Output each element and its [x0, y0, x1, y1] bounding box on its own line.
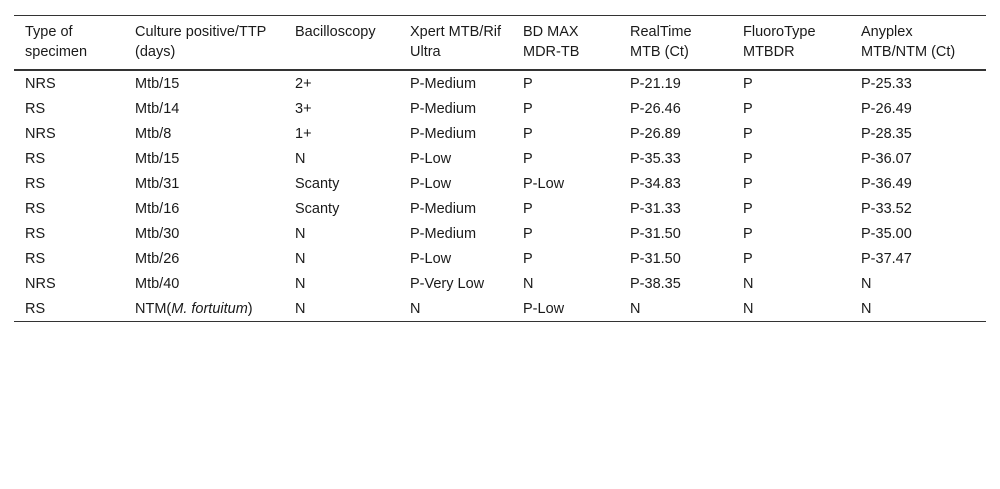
table-cell: 2+ [295, 76, 312, 92]
column-header: Anyplex MTB/NTM (Ct) [861, 24, 956, 60]
culture-prefix: NTM( [135, 301, 172, 317]
table-cell: Mtb/31 [135, 176, 180, 192]
table-cell: P-31.33 [630, 201, 681, 217]
table-cell: Mtb/14 [135, 101, 180, 117]
table-row [14, 221, 986, 246]
table-cell: RS [25, 226, 46, 242]
table-cell: P-Medium [410, 201, 477, 217]
table-row [14, 246, 986, 271]
table-body [14, 70, 986, 322]
table-cell: P-Medium [410, 126, 477, 142]
table-row [14, 196, 986, 221]
table-cell: P-Medium [410, 76, 477, 92]
table-cell: RS [25, 251, 46, 267]
table-cell: P-21.19 [630, 76, 681, 92]
table-cell: P [523, 151, 533, 167]
table-cell: NRS [25, 126, 56, 142]
table-row [14, 296, 986, 322]
table-cell: RS [25, 201, 46, 217]
table-cell: Mtb/16 [135, 201, 180, 217]
culture-suffix: ) [247, 301, 253, 317]
table-cell: P-25.33 [861, 76, 912, 92]
table-cell: Mtb/15 [135, 151, 180, 167]
table-cell: P-26.89 [630, 126, 681, 142]
column-header: Xpert MTB/Rif Ultra [410, 24, 502, 60]
results-table [14, 15, 986, 322]
table-cell: Scanty [295, 201, 340, 217]
table-cell: RS [25, 176, 46, 192]
table-cell: N [743, 276, 754, 292]
table-cell: N [861, 276, 872, 292]
table-cell: P-Low [410, 251, 452, 267]
table-cell: P [523, 126, 533, 142]
table-cell: P-Medium [410, 101, 477, 117]
table-cell: N [743, 301, 754, 317]
table-row [14, 121, 986, 146]
column-header: FluoroType MTBDR [743, 24, 816, 60]
table-cell: P-Low [523, 176, 565, 192]
table-cell: P [523, 201, 533, 217]
table-cell: P [743, 251, 753, 267]
table-cell: P [523, 251, 533, 267]
table-cell: P [743, 101, 753, 117]
table-cell: P-26.49 [861, 101, 912, 117]
table-cell: P-37.47 [861, 251, 912, 267]
table-cell: NRS [25, 276, 56, 292]
table-row [14, 70, 986, 96]
table-cell: P-33.52 [861, 201, 912, 217]
table-cell: P-35.33 [630, 151, 681, 167]
table-cell: N [295, 301, 306, 317]
table-cell: P [743, 151, 753, 167]
table-cell: 3+ [295, 101, 312, 117]
table-cell: N [630, 301, 641, 317]
table-cell: P-Very Low [410, 276, 485, 292]
table-cell: Mtb/30 [135, 226, 180, 242]
table-row [14, 271, 986, 296]
table-cell: P-38.35 [630, 276, 681, 292]
table-cell: P [743, 176, 753, 192]
table-cell: Mtb/26 [135, 251, 180, 267]
table-cell: N [295, 276, 306, 292]
table-cell: P [743, 201, 753, 217]
table-cell: RS [25, 101, 46, 117]
table-cell: P-26.46 [630, 101, 681, 117]
table-cell: P-35.00 [861, 226, 912, 242]
table-cell: P-36.07 [861, 151, 912, 167]
table-header-row [14, 16, 986, 71]
table-cell: P-31.50 [630, 226, 681, 242]
table-cell: P [523, 76, 533, 92]
table-cell: Mtb/15 [135, 76, 180, 92]
table-cell: N [861, 301, 872, 317]
table-cell: P [523, 226, 533, 242]
table-cell: P [743, 76, 753, 92]
table-cell: N [523, 276, 534, 292]
table-cell: P [743, 126, 753, 142]
column-header: Type of specimen [25, 24, 88, 60]
table-row [14, 146, 986, 171]
column-header: Culture positive/TTP (days) [135, 24, 267, 60]
table-cell: P-Low [410, 151, 452, 167]
table-cell: P-Medium [410, 226, 477, 242]
column-header: BD MAX MDR-TB [523, 24, 580, 60]
table-cell: RS [25, 301, 46, 317]
table-cell: Mtb/40 [135, 276, 180, 292]
table-cell: P-31.50 [630, 251, 681, 267]
results-table-container [14, 15, 986, 322]
table-cell: P [743, 226, 753, 242]
table-cell: RS [25, 151, 46, 167]
column-header: Bacilloscopy [295, 24, 376, 40]
table-cell: P-34.83 [630, 176, 681, 192]
table-cell: P-Low [523, 301, 565, 317]
table-cell: 1+ [295, 126, 312, 142]
table-cell: N [295, 251, 306, 267]
table-cell: P-36.49 [861, 176, 912, 192]
table-cell [124, 296, 284, 322]
species-name: M. fortuitum [171, 301, 248, 317]
table-cell: N [295, 151, 306, 167]
table-cell: NRS [25, 76, 56, 92]
table-cell: P [523, 101, 533, 117]
table-cell: P-Low [410, 176, 452, 192]
table-row [14, 171, 986, 196]
table-cell: Scanty [295, 176, 340, 192]
table-cell: N [410, 301, 421, 317]
column-header: RealTime MTB (Ct) [630, 24, 692, 60]
table-row [14, 96, 986, 121]
table-cell: Mtb/8 [135, 126, 172, 142]
table-cell: N [295, 226, 306, 242]
table-cell: P-28.35 [861, 126, 912, 142]
